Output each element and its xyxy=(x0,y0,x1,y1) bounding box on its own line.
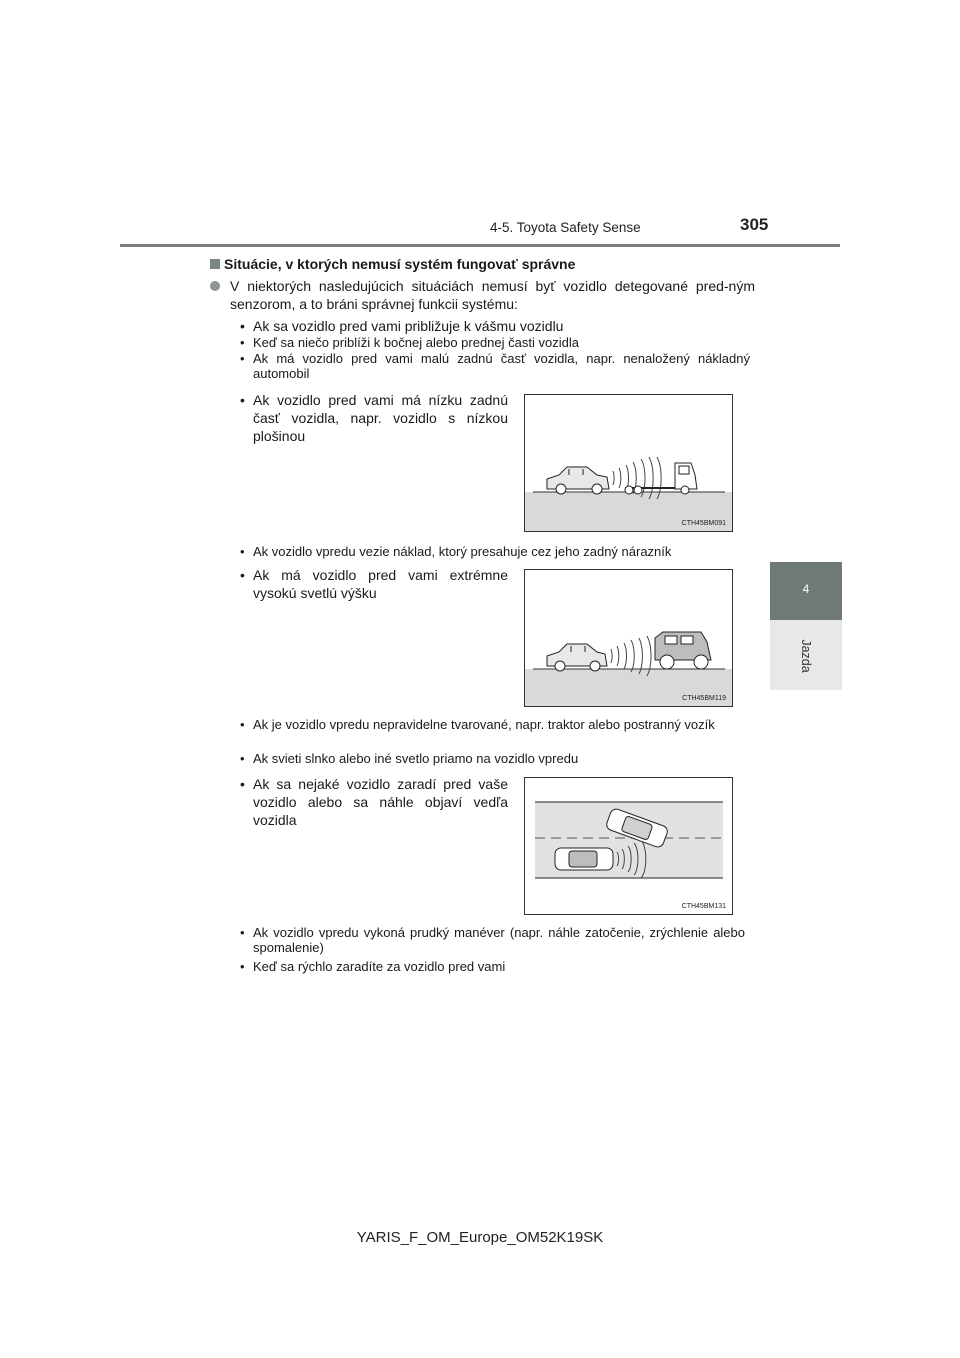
figure-caption: CTH45BM119 xyxy=(682,695,726,702)
illustration-cut-in-vehicle xyxy=(524,777,733,915)
list-item: • Ak svieti slnko alebo iné svetlo priamo na vozidlo vpredu xyxy=(240,751,579,766)
section-title: 4-5. Toyota Safety Sense xyxy=(490,220,641,235)
chapter-label: Jazda xyxy=(799,639,813,673)
list-item: • Keď sa rýchlo zaradíte za vozidlo pred vami xyxy=(240,959,506,974)
list-item: • Ak vozidlo vpredu vykoná prudký manéver (napr. náhle zatočenie, zrýchlenie alebo spomalenie) xyxy=(240,925,745,955)
header-divider xyxy=(120,244,840,247)
chapter-tab xyxy=(770,562,842,620)
list-item: • Ak vozidlo vpredu vezie náklad, ktorý presahuje cez jeho zadný nárazník xyxy=(240,544,672,559)
list-item: • Ak vozidlo pred vami má nízku zadnú časť vozidla, napr. vozidlo s nízkou plošinou xyxy=(240,392,508,444)
list-item: • Ak sa vozidlo pred vami približuje k vášmu vozidlu xyxy=(240,318,564,334)
figure-caption: CTH45BM091 xyxy=(681,520,726,527)
section-heading xyxy=(210,256,575,272)
list-item: • Ak je vozidlo vpredu nepravidelne tvarované, napr. traktor alebo postranný vozík xyxy=(240,717,715,732)
intro-text: V niektorých nasledujúcich situáciách nemusí byť vozidlo detegované pred-ným senzorom, a to bráni správnej funkcii systému: xyxy=(230,278,755,312)
document-code-footer: YARIS_F_OM_Europe_OM52K19SK xyxy=(356,1229,604,1246)
square-bullet-icon xyxy=(210,259,220,269)
list-item: • Keď sa niečo priblíži k bočnej alebo prednej časti vozidla xyxy=(240,335,579,350)
figure-caption: CTH45BM131 xyxy=(681,903,726,910)
list-item: • Ak má vozidlo pred vami extrémne vysokú svetlú výšku xyxy=(240,567,508,601)
intro-paragraph xyxy=(210,277,755,313)
list-item: • Ak má vozidlo pred vami malú zadnú časť vozidla, napr. nenaložený nákladný automobil xyxy=(240,351,750,381)
chapter-number: 4 xyxy=(802,582,810,596)
illustration-low-platform-truck xyxy=(524,394,733,532)
illustration-high-clearance-vehicle xyxy=(524,569,733,707)
page-number: 305 xyxy=(740,215,769,234)
circle-bullet-icon xyxy=(210,281,220,291)
list-item: • Ak sa nejaké vozidlo zaradí pred vaše vozidlo alebo sa náhle objaví vedľa vozidla xyxy=(240,776,508,828)
section-heading-text: Situácie, v ktorých nemusí systém fungovať správne xyxy=(224,256,576,272)
